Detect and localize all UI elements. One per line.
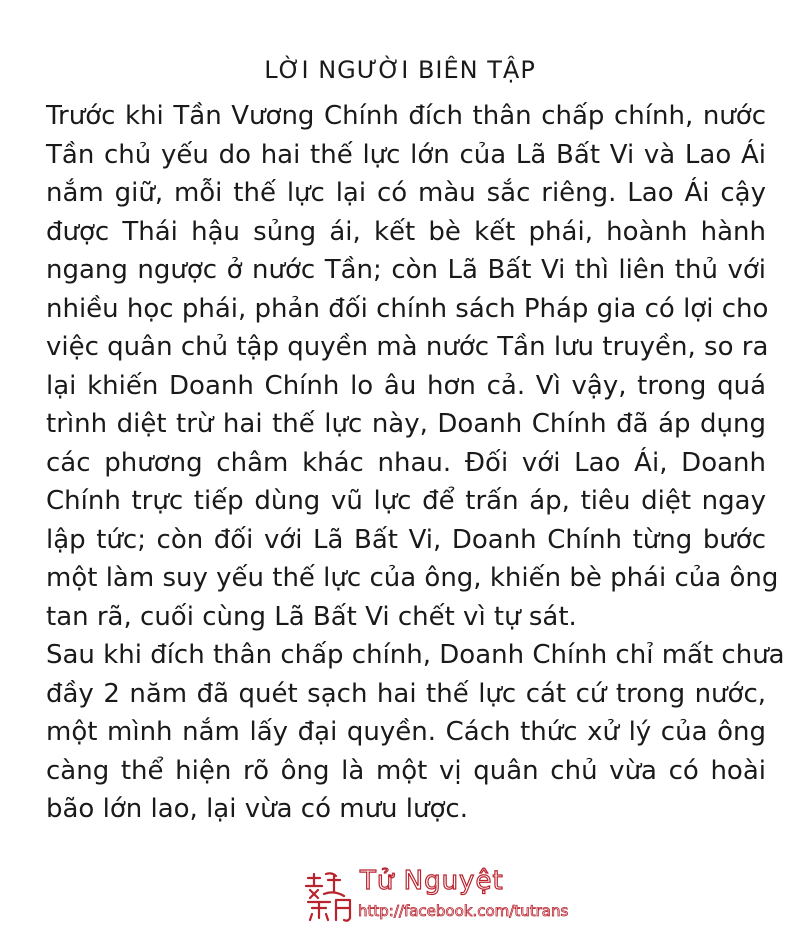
text-line: ngang ngược ở nước Tần; còn Lã Bất Vi thì liên thủ với <box>46 255 766 285</box>
text-line: trình diệt trừ hai thế lực này, Doanh Chính đã áp dụng <box>46 409 766 439</box>
text-line: Sau khi đích thân chấp chính, Doanh Chính chỉ mất chưa <box>46 640 785 670</box>
text-line: các phương châm khác nhau. Đối với Lao Ái, Doanh <box>46 447 766 478</box>
body-text <box>46 97 785 829</box>
text-line: được Thái hậu sủng ái, kết bè kết phái, hoành hành <box>46 216 766 247</box>
text-line: nắm giữ, mỗi thế lực lại có màu sắc riêng. Lao Ái cậy <box>46 178 766 208</box>
text-line: đầy 2 năm đã quét sạch hai thế lực cát cứ trong nước, <box>46 678 766 709</box>
watermark <box>300 860 569 930</box>
text-line: một mình nắm lấy đại quyền. Cách thức xử lý của ông <box>46 717 766 747</box>
page-title: LỜI NGƯỜI BIÊN TẬP <box>264 56 536 84</box>
watermark-name: Tử Nguyệt <box>360 866 504 896</box>
text-line: tan rã, cuối cùng Lã Bất Vi chết vì tự sát. <box>46 601 577 632</box>
text-line: bão lớn lao, lại vừa có mưu lược. <box>46 794 468 824</box>
watermark-url: http://facebook.com/tutrans <box>358 902 569 920</box>
text-line: Trước khi Tần Vương Chính đích thân chấp chính, nước <box>46 101 766 131</box>
text-line: nhiều học phái, phản đối chính sách Pháp gia có lợi cho <box>46 293 769 324</box>
text-line: lập tức; còn đối với Lã Bất Vi, Doanh Chính từng bước <box>46 524 766 555</box>
tu-nguyet-logo-icon <box>300 868 356 924</box>
text-line: Tần chủ yếu do hai thế lực lớn của Lã Bất Vi và Lao Ái <box>46 139 766 170</box>
text-line: việc quân chủ tập quyền mà nước Tần lưu truyền, so ra <box>46 332 769 362</box>
text-line: càng thể hiện rõ ông là một vị quân chủ vừa có hoài <box>46 755 766 786</box>
text-line: Chính trực tiếp dùng vũ lực để trấn áp, tiêu diệt ngay <box>46 486 766 516</box>
text-line: một làm suy yếu thế lực của ông, khiến bè phái của ông <box>46 563 779 593</box>
text-line: lại khiến Doanh Chính lo âu hơn cả. Vì vậy, trong quá <box>46 370 766 401</box>
